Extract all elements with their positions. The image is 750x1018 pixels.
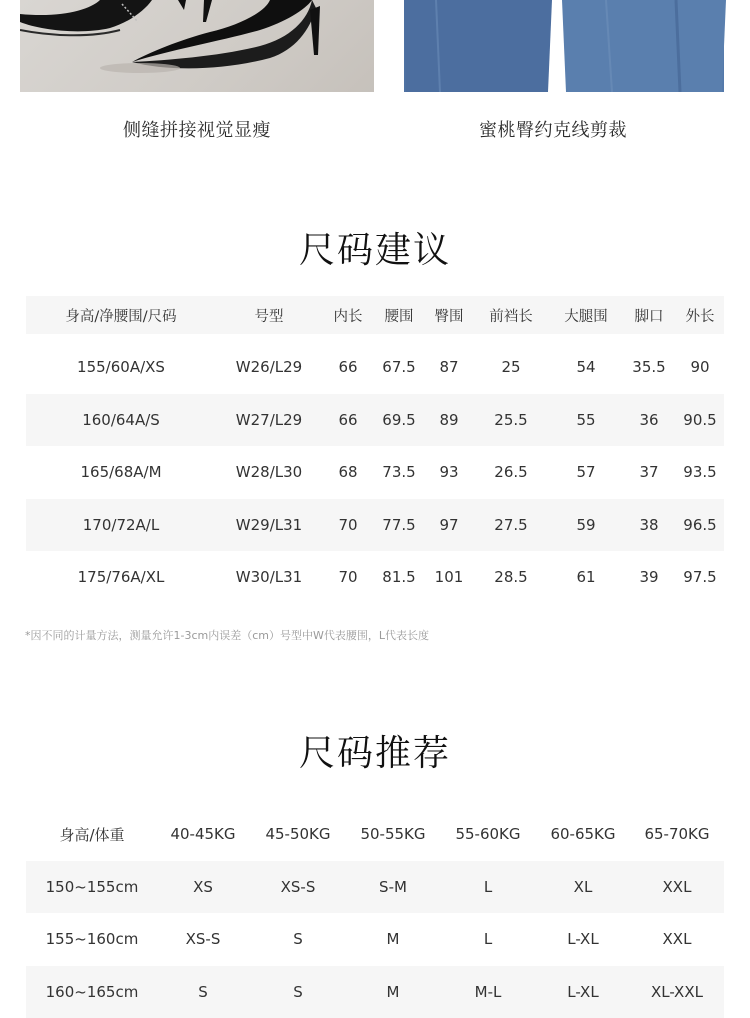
table-cell: 87 xyxy=(427,341,471,394)
right-caption: 蜜桃臀约克线剪裁 xyxy=(376,116,730,142)
column-header: 55-60KG xyxy=(441,808,535,861)
table-cell: 165/68A/M xyxy=(26,446,216,499)
table-cell: S xyxy=(251,966,345,1018)
column-header: 外长 xyxy=(678,296,722,334)
table-cell: L-XL xyxy=(536,966,630,1018)
table-cell: 26.5 xyxy=(478,446,544,499)
table-cell: L-XL xyxy=(536,913,630,966)
table-row xyxy=(26,966,724,1018)
table-cell: S-M xyxy=(346,861,440,914)
table-cell: XS-S xyxy=(156,913,250,966)
table-cell: 36 xyxy=(626,394,672,447)
table-cell: XL-XXL xyxy=(630,966,724,1018)
jeans-photo xyxy=(376,0,730,92)
column-header: 号型 xyxy=(224,296,314,334)
table-cell: 175/76A/XL xyxy=(26,551,216,604)
table-cell: 39 xyxy=(626,551,672,604)
column-header: 40-45KG xyxy=(156,808,250,861)
table-cell: 93 xyxy=(427,446,471,499)
column-header: 腰围 xyxy=(376,296,422,334)
table-cell: 69.5 xyxy=(376,394,422,447)
column-header: 45-50KG xyxy=(251,808,345,861)
table-cell: 90.5 xyxy=(678,394,722,447)
table-cell: 70 xyxy=(326,499,370,552)
table-cell: S xyxy=(251,913,345,966)
table-cell: 93.5 xyxy=(678,446,722,499)
table-cell: 160/64A/S xyxy=(26,394,216,447)
table-row xyxy=(26,499,724,552)
boots-photo xyxy=(20,0,374,92)
table-cell: 160~165cm xyxy=(26,966,158,1018)
table-cell: M-L xyxy=(441,966,535,1018)
table-cell: 70 xyxy=(326,551,370,604)
left-caption: 侧缝拼接视觉显瘦 xyxy=(20,116,374,142)
column-header: 前裆长 xyxy=(478,296,544,334)
table-cell: 25.5 xyxy=(478,394,544,447)
table-row xyxy=(26,394,724,447)
table-cell: 25 xyxy=(478,341,544,394)
table-cell: XL xyxy=(536,861,630,914)
column-header: 脚口 xyxy=(626,296,672,334)
table-cell: XS xyxy=(156,861,250,914)
table-cell: 57 xyxy=(553,446,619,499)
table-cell: L xyxy=(441,861,535,914)
table-cell: 61 xyxy=(553,551,619,604)
table-row xyxy=(26,551,724,604)
table-cell: M xyxy=(346,966,440,1018)
table-cell: XS-S xyxy=(251,861,345,914)
column-header: 身高/净腰围/尺码 xyxy=(26,296,216,334)
column-header: 50-55KG xyxy=(346,808,440,861)
table-cell: 54 xyxy=(553,341,619,394)
table-cell: 38 xyxy=(626,499,672,552)
table-cell: 101 xyxy=(427,551,471,604)
table-cell: 170/72A/L xyxy=(26,499,216,552)
table-cell: 89 xyxy=(427,394,471,447)
table-row xyxy=(26,913,724,966)
measurement-note: *因不同的计量方法，测量允许1-3cm内误差（cm）号型中W代表腰围，L代表长度 xyxy=(25,627,429,643)
table-cell: 59 xyxy=(553,499,619,552)
table-header-row xyxy=(26,808,724,861)
column-header: 60-65KG xyxy=(536,808,630,861)
table-cell: 97 xyxy=(427,499,471,552)
table-cell: XXL xyxy=(630,913,724,966)
table-cell: 97.5 xyxy=(678,551,722,604)
table-row xyxy=(26,861,724,914)
table-row xyxy=(26,446,724,499)
table-cell: M xyxy=(346,913,440,966)
table-cell: 37 xyxy=(626,446,672,499)
table-cell: 66 xyxy=(326,394,370,447)
table-cell: 155/60A/XS xyxy=(26,341,216,394)
table-cell: 96.5 xyxy=(678,499,722,552)
column-header: 内长 xyxy=(326,296,370,334)
column-header: 身高/体重 xyxy=(26,808,158,861)
table-cell: S xyxy=(156,966,250,1018)
table-cell: W26/L29 xyxy=(224,341,314,394)
table-cell: 73.5 xyxy=(376,446,422,499)
table-cell: L xyxy=(441,913,535,966)
table-cell: 28.5 xyxy=(478,551,544,604)
table-cell: W29/L31 xyxy=(224,499,314,552)
size-recommendation-table xyxy=(26,808,724,1018)
table-cell: 27.5 xyxy=(478,499,544,552)
table-cell: 77.5 xyxy=(376,499,422,552)
column-header: 65-70KG xyxy=(630,808,724,861)
table-cell: W27/L29 xyxy=(224,394,314,447)
table-cell: 35.5 xyxy=(626,341,672,394)
column-header: 臀围 xyxy=(427,296,471,334)
table-cell: 90 xyxy=(678,341,722,394)
table-cell: XXL xyxy=(630,861,724,914)
size-suggestion-table xyxy=(26,296,724,604)
size-recommendation-title: 尺码推荐 xyxy=(0,725,750,776)
table-cell: W28/L30 xyxy=(224,446,314,499)
table-cell: 67.5 xyxy=(376,341,422,394)
table-cell: 66 xyxy=(326,341,370,394)
table-header-row xyxy=(26,296,724,334)
table-cell: W30/L31 xyxy=(224,551,314,604)
table-cell: 150~155cm xyxy=(26,861,158,914)
table-cell: 155~160cm xyxy=(26,913,158,966)
table-cell: 55 xyxy=(553,394,619,447)
size-suggestion-title: 尺码建议 xyxy=(0,222,750,273)
column-header: 大腿围 xyxy=(553,296,619,334)
table-cell: 68 xyxy=(326,446,370,499)
table-row xyxy=(26,341,724,394)
table-cell: 81.5 xyxy=(376,551,422,604)
